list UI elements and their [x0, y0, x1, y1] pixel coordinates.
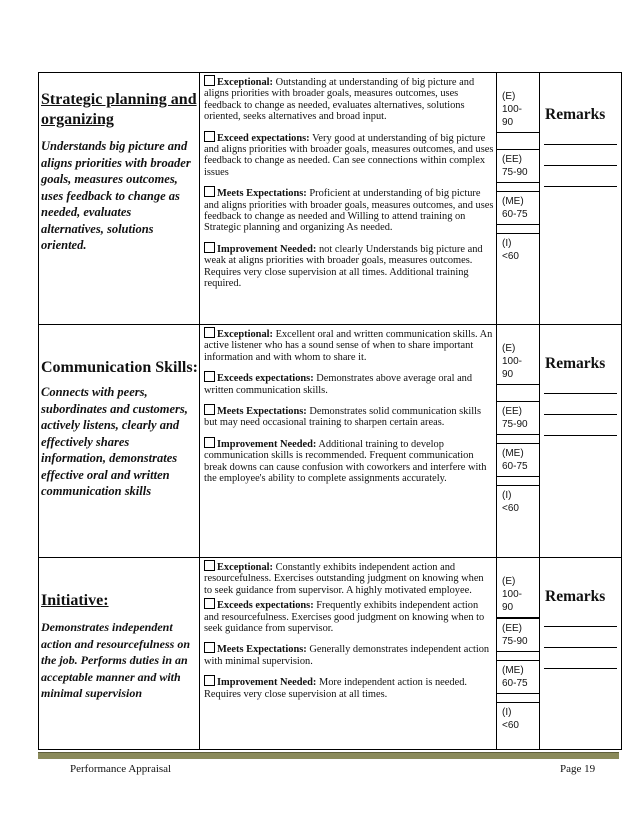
criteria-head: Exceed expectations: — [217, 132, 310, 144]
competency-cell — [39, 325, 200, 558]
grade-cell — [497, 558, 540, 750]
table-row — [39, 558, 622, 750]
checkbox[interactable] — [204, 371, 215, 382]
remarks-line[interactable] — [544, 415, 617, 436]
criteria-head: Exceeds expectations: — [217, 373, 314, 385]
remarks-line[interactable] — [544, 145, 617, 166]
criteria-head: Exceptional: — [217, 562, 273, 573]
criteria-head: Exceptional: — [217, 77, 273, 88]
criteria-text: Demonstrates above average oral and written communication skills. — [204, 373, 473, 396]
criteria-head: Improvement Needed: — [217, 677, 317, 689]
criteria-exceeds — [204, 598, 494, 634]
remarks-line[interactable] — [544, 394, 617, 415]
checkbox[interactable] — [204, 560, 215, 571]
grade-ee: (EE) 75-90 — [497, 618, 539, 652]
grade-ee: (EE) 75-90 — [497, 149, 539, 183]
remarks-line[interactable] — [544, 648, 617, 669]
criteria-text: Excellent oral and written communication skills. An active listener who has a sound sense of when to share important information and with whom to share it. — [204, 329, 493, 363]
checkbox[interactable] — [204, 598, 215, 609]
remarks-label: Remarks — [545, 588, 606, 605]
remarks-line[interactable] — [544, 373, 617, 394]
criteria-head: Meets Expectations: — [217, 188, 307, 200]
criteria-text: Demonstrates solid communication skills but may need occasional training to sharpen certain areas. — [204, 406, 482, 429]
criteria-text: not clearly Understands big picture and weak at aligns priorities with broader goals, measures outcomes. Requires very close supervision at all times. Additional training required. — [204, 243, 483, 290]
table-row — [39, 325, 622, 558]
grade-e: (E) 100- 90 — [497, 572, 539, 618]
criteria-text: Frequently exhibits independent action and resourcefulness. Exercises good judgment on knowing when to seek guidance from supervisor. — [204, 600, 485, 635]
remarks-cell — [540, 73, 622, 325]
criteria-meets — [204, 642, 494, 667]
criteria-text: Proficient at understanding of big picture and aligns priorities with broader goals, measures outcomes, and uses feedback to change as needed and Willing to attend training on Strategic planning and organizing As needed. — [204, 188, 494, 234]
checkbox[interactable] — [204, 404, 215, 415]
criteria-text: Outstanding at understanding of big picture and aligns priorities with broader goals, measures outcomes, uses feedback to change as needed, evaluates alternatives, solutions oriented, seeks alternatives and broad input. — [204, 77, 475, 123]
footer-title: Performance Appraisal — [70, 763, 172, 775]
grade-me: (ME) 60-75 — [497, 443, 539, 477]
competency-title: Strategic planning and organizing — [41, 91, 197, 128]
criteria-text: Additional training to develop communication skills is recommended. Frequent communication break downs can cause confusion with coworkers and interfere with the employee's ability to complete assignments accurately. — [204, 438, 487, 485]
grade-ee: (EE) 75-90 — [497, 401, 539, 435]
criteria-exceptional — [204, 75, 494, 123]
page-number: Page 19 — [560, 763, 596, 775]
grade-i: (I) <60 — [497, 233, 539, 266]
criteria-exceptional — [204, 327, 494, 363]
remarks-label: Remarks — [545, 355, 606, 372]
grade-e: (E) 100- 90 — [497, 87, 539, 133]
competency-description: Demonstrates independent action and resourcefulness on the job. Performs duties in an acceptable manner and with minimal supervision — [41, 620, 191, 700]
criteria-improvement — [204, 242, 494, 290]
criteria-text: Very good at understanding of big picture and aligns priorities with broader goals, measures outcomes, and uses feedback to change as needed. Can see connections within complex issues — [204, 132, 494, 178]
criteria-improvement — [204, 437, 494, 485]
checkbox[interactable] — [204, 131, 215, 142]
competency-title: Communication Skills: — [41, 359, 198, 376]
rating-criteria-cell — [200, 558, 497, 750]
criteria-head: Improvement Needed: — [217, 438, 317, 450]
criteria-text: Generally demonstrates independent action with minimal supervision. — [204, 644, 490, 667]
grade-cell — [497, 325, 540, 558]
checkbox[interactable] — [204, 75, 215, 86]
competency-cell — [39, 558, 200, 750]
criteria-head: Exceeds expectations: — [217, 600, 314, 612]
checkbox[interactable] — [204, 327, 215, 338]
criteria-head: Meets Expectations: — [217, 406, 307, 418]
grade-i: (I) <60 — [497, 485, 539, 518]
grade-me: (ME) 60-75 — [497, 191, 539, 225]
footer-divider — [38, 752, 619, 759]
checkbox[interactable] — [204, 437, 215, 448]
remarks-label: Remarks — [545, 106, 606, 123]
criteria-text: Constantly exhibits independent action and resourcefulness. Exercises outstanding judgment on knowing when to seek guidance from supervisor. A highly motivated employee. — [204, 562, 484, 596]
table-row — [39, 73, 622, 325]
criteria-text: More independent action is needed. Requires very close supervision at all times. — [204, 677, 468, 700]
rating-criteria-cell — [200, 73, 497, 325]
checkbox[interactable] — [204, 675, 215, 686]
remarks-cell — [540, 325, 622, 558]
checkbox[interactable] — [204, 242, 215, 253]
criteria-exceptional — [204, 560, 494, 596]
checkbox[interactable] — [204, 642, 215, 653]
remarks-line[interactable] — [544, 606, 617, 627]
criteria-exceeds — [204, 371, 494, 396]
criteria-exceed — [204, 131, 494, 179]
competency-description: Connects with peers, subordinates and customers, actively listens, clearly and effectively shares information, demonstrates effective oral and written communication skills — [41, 385, 188, 498]
grade-e: (E) 100- 90 — [497, 339, 539, 385]
remarks-cell — [540, 558, 622, 750]
remarks-line[interactable] — [544, 627, 617, 648]
appraisal-table — [38, 72, 622, 750]
criteria-meets — [204, 186, 494, 234]
grade-me: (ME) 60-75 — [497, 660, 539, 694]
grade-cell — [497, 73, 540, 325]
checkbox[interactable] — [204, 186, 215, 197]
competency-cell — [39, 73, 200, 325]
criteria-head: Meets Expectations: — [217, 644, 307, 656]
grade-i: (I) <60 — [497, 702, 539, 735]
criteria-improvement — [204, 675, 494, 700]
competency-description: Understands big picture and aligns priorities with broader goals, measures outcomes, uses feedback to change as needed, evaluates alternatives, solutions oriented. — [41, 139, 191, 252]
criteria-head: Improvement Needed: — [217, 243, 317, 255]
remarks-line[interactable] — [544, 124, 617, 145]
remarks-line[interactable] — [544, 166, 617, 187]
rating-criteria-cell — [200, 325, 497, 558]
criteria-head: Exceptional: — [217, 329, 273, 340]
competency-title: Initiative: — [41, 592, 109, 609]
criteria-meets — [204, 404, 494, 429]
